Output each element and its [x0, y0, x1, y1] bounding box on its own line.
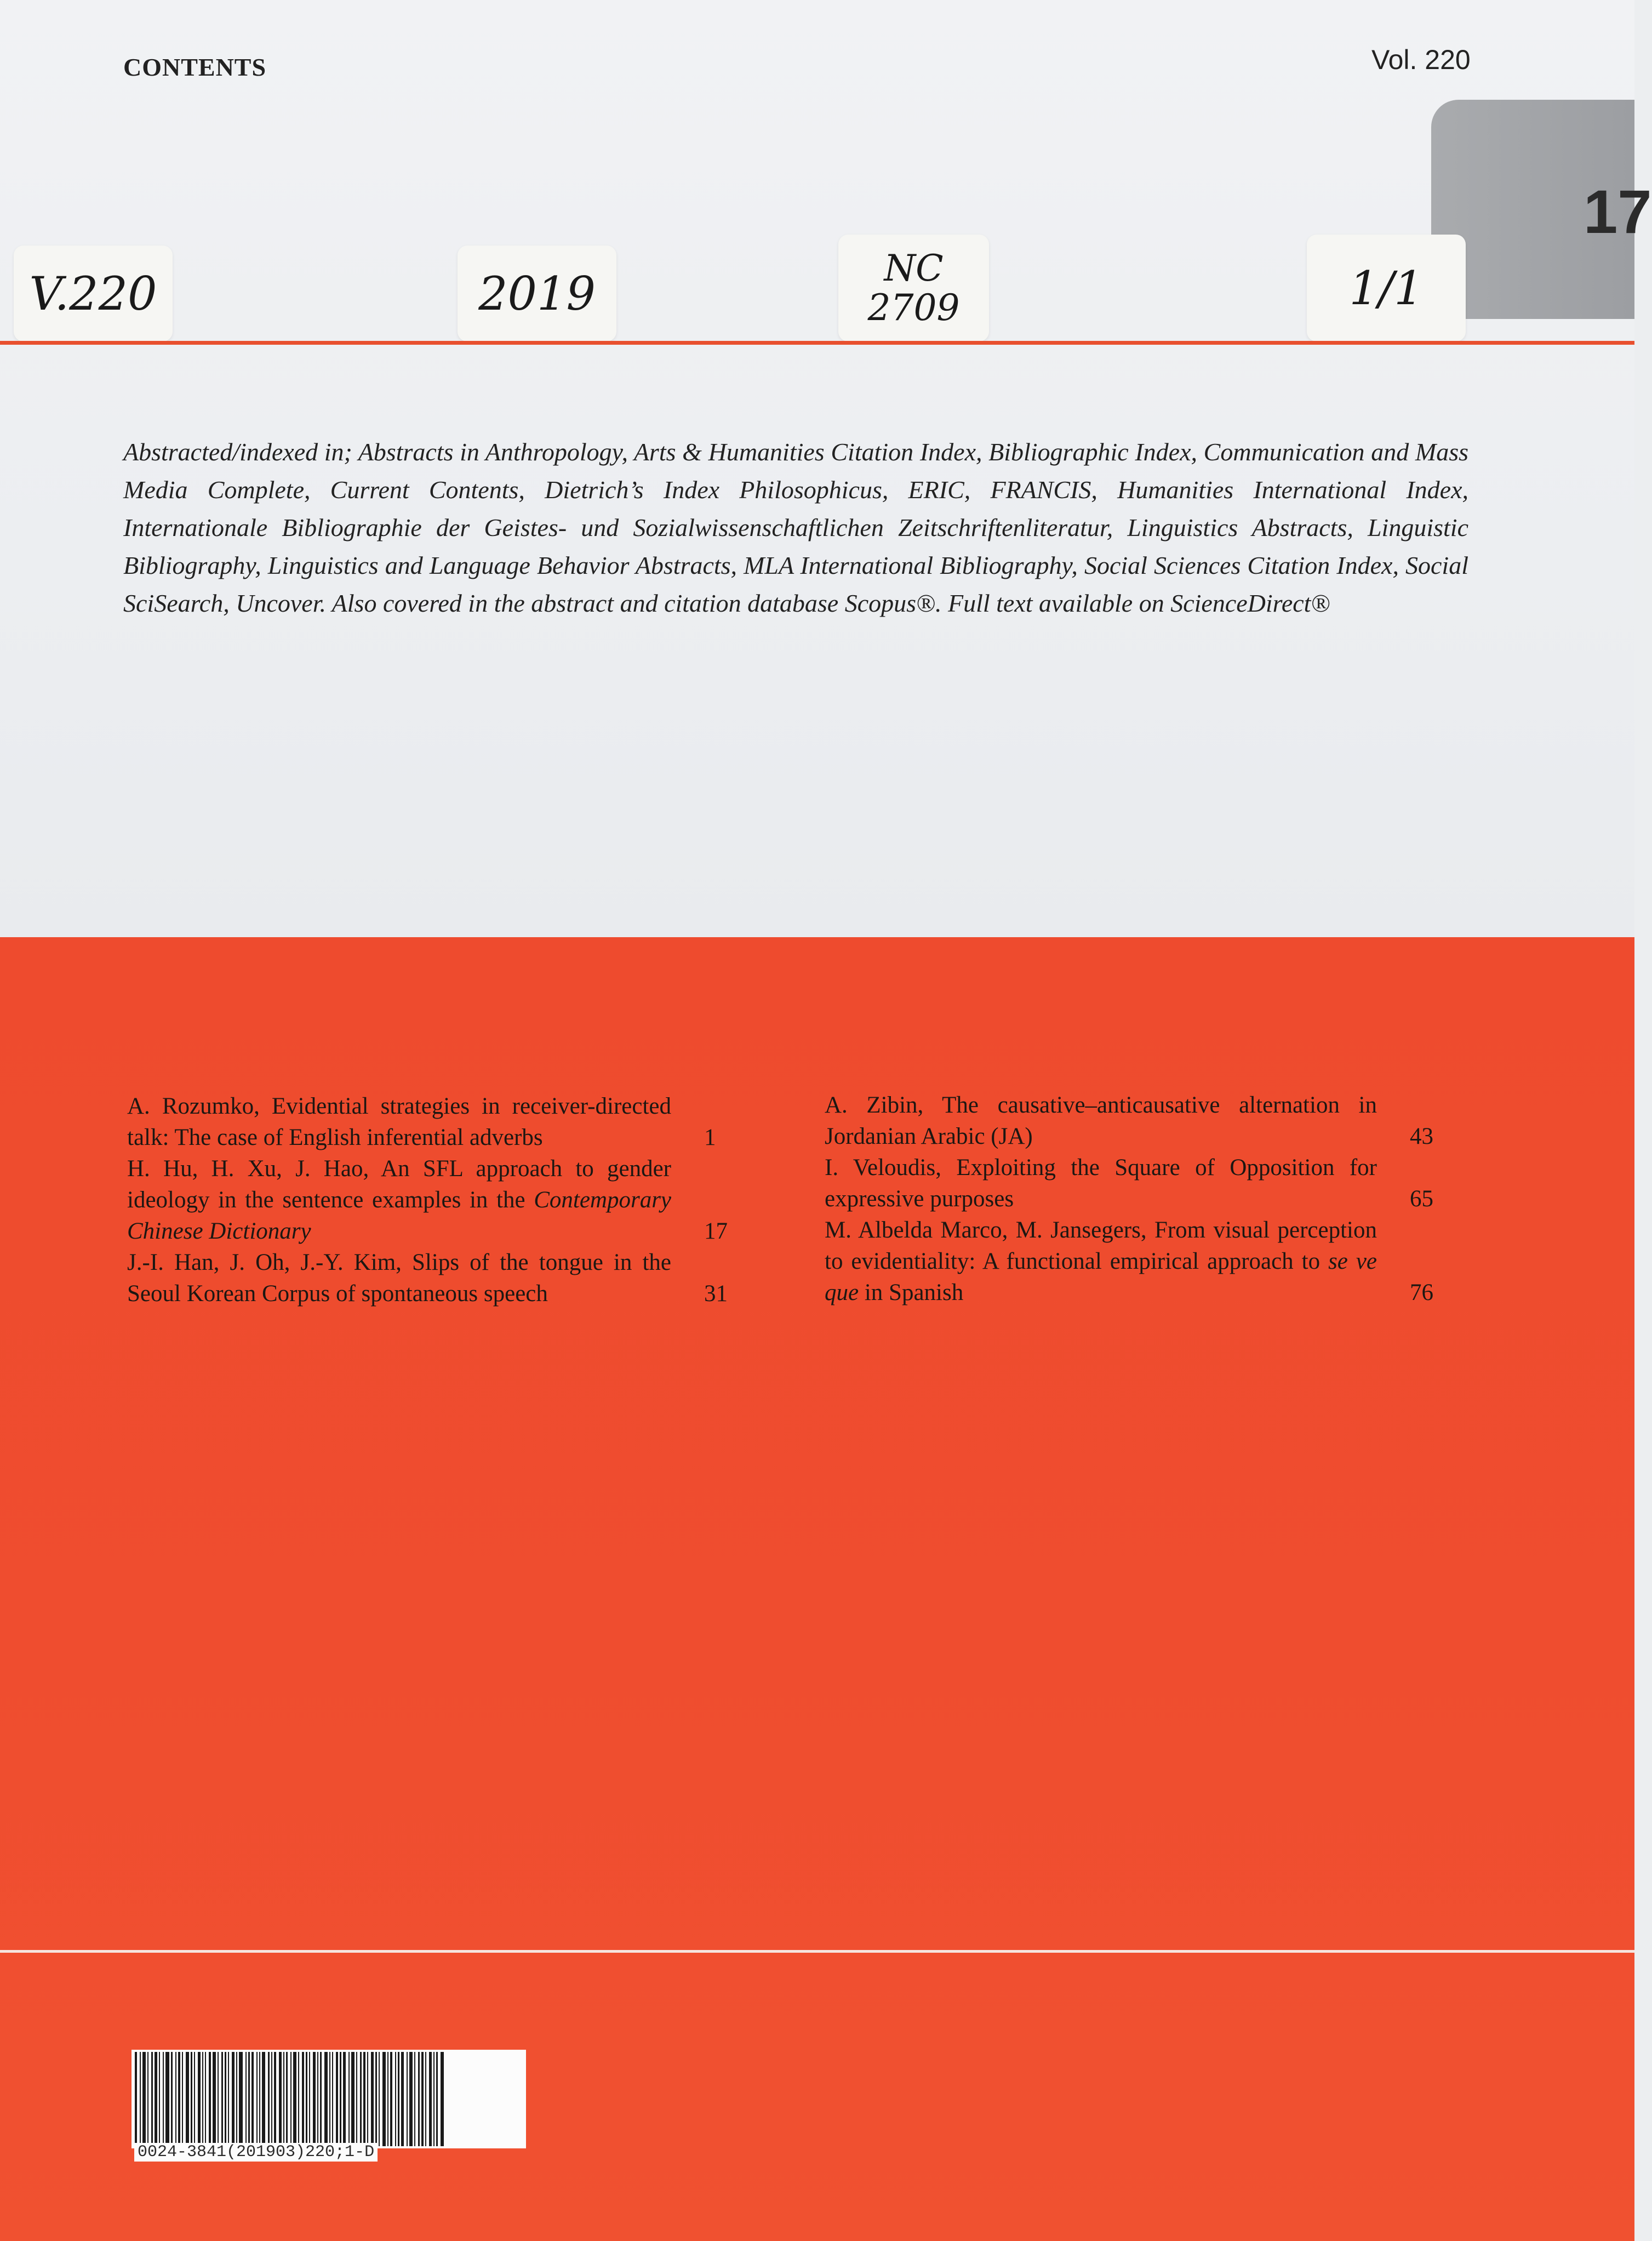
toc-entry-title: I. Veloudis, Exploiting the Square of Opposition for expressive purposes	[825, 1155, 1377, 1212]
section-label: CONTENTS	[123, 53, 267, 81]
barcode-bar	[298, 2052, 299, 2146]
toc-entry	[127, 1091, 770, 1153]
barcode-bar	[135, 2052, 137, 2146]
barcode-bar	[268, 2052, 270, 2146]
toc-entry	[825, 1214, 1476, 1308]
barcode-bar	[309, 2052, 310, 2146]
barcode-bar	[343, 2052, 346, 2146]
barcode-bar	[178, 2052, 180, 2146]
barcode-bar	[271, 2052, 272, 2146]
barcode-bar	[433, 2052, 435, 2146]
barcode-bar	[418, 2052, 420, 2146]
barcode-bar	[336, 2052, 338, 2146]
toc-entry-title: A. Zibin, The causative–anticausative alternation in Jordanian Arabic (JA)	[825, 1092, 1377, 1149]
barcode-bar	[395, 2052, 396, 2146]
barcode-bar	[293, 2052, 296, 2146]
toc-entry	[127, 1247, 770, 1309]
barcode-bar	[163, 2052, 164, 2146]
barcode-bar	[421, 2052, 424, 2146]
barcode-bar	[198, 2052, 201, 2146]
barcode-bar	[290, 2052, 291, 2146]
barcode-bar	[401, 2052, 404, 2146]
library-sticker-year: 2019	[458, 246, 616, 341]
toc-right-column	[825, 1090, 1476, 1308]
barcode-bar	[367, 2052, 368, 2146]
barcode-bar	[151, 2052, 153, 2146]
barcode-bar	[194, 2052, 195, 2146]
barcode-bar	[236, 2052, 237, 2146]
barcode-bar	[398, 2052, 399, 2146]
barcode-bar	[409, 2052, 413, 2146]
barcode-bar	[286, 2052, 288, 2146]
barcode-bar	[191, 2052, 192, 2146]
toc-entry-page: 17	[704, 1218, 728, 1244]
barcode-bar	[441, 2052, 444, 2146]
barcode-bar	[248, 2052, 250, 2146]
barcode-bar	[186, 2052, 189, 2146]
toc-entry-page: 43	[1410, 1124, 1433, 1149]
barcode-bar	[414, 2052, 415, 2146]
toc-entry-title: H. Hu, H. Xu, J. Hao, An SFL approach to gender ideology in the sentence examples in the	[127, 1156, 671, 1213]
barcode-bar	[425, 2052, 426, 2146]
barcode-bar	[332, 2052, 333, 2146]
library-sticker-issue: 1/1	[1307, 235, 1466, 341]
barcode-bar	[387, 2052, 388, 2146]
barcode-bar	[209, 2052, 211, 2146]
barcode-bar	[147, 2052, 148, 2146]
barcode-bar	[279, 2052, 282, 2146]
barcode-bar	[202, 2052, 203, 2146]
red-divider	[0, 341, 1634, 345]
barcode-bar	[256, 2052, 258, 2146]
barcode-label: 0024-3841(201903)220;1-D	[134, 2143, 378, 2162]
tab-number: 17	[1584, 178, 1652, 246]
barcode-bar	[221, 2052, 223, 2146]
toc-entry-title-suffix: in Spanish	[864, 1280, 964, 1305]
barcode-icon	[132, 2050, 526, 2148]
barcode-bar	[348, 2052, 350, 2146]
barcode-bar	[382, 2052, 386, 2146]
library-sticker-shelfmark: NC 2709	[838, 235, 989, 341]
barcode-bar	[371, 2052, 374, 2146]
barcode-bar	[360, 2052, 362, 2146]
barcode-bar	[262, 2052, 265, 2146]
barcode-bar	[205, 2052, 206, 2146]
barcode-bar	[390, 2052, 392, 2146]
library-sticker-volume: V.220	[14, 246, 173, 341]
white-divider	[0, 1950, 1634, 1953]
barcode-bar	[306, 2052, 307, 2146]
barcode-bar	[225, 2052, 226, 2146]
indexing-note: Abstracted/indexed in; Abstracts in Anthropology, Arts & Humanities Citation Index, Bibliographic Index, Communication and Mass Media Complete, Current Contents, Dietrich’s Index Philosophicus, ERIC, FRANCIS, Humanities International Index, Internationale Bibliographie der Geistes- und Sozialwissenschaftlichen Zeitschriftenliteratur, Linguistics Abstracts, Linguistic Bibliography, Linguistics and Language Behavior Abstracts, MLA International Bibliography, Social Sciences Citation Index, Social SciSearch, Uncover. Also covered in the abstract and citation database Scopus®. Full text available on ScienceDirect®	[123, 438, 1468, 617]
barcode-bar	[239, 2052, 243, 2146]
barcode-bar	[320, 2052, 322, 2146]
barcode-bar	[228, 2052, 229, 2146]
toc-entry-page: 1	[704, 1125, 716, 1150]
barcode-bar	[340, 2052, 341, 2146]
barcode-bar	[165, 2052, 169, 2146]
barcode-bar	[356, 2052, 357, 2146]
barcode-bar	[259, 2052, 260, 2146]
toc-left-column	[127, 1091, 770, 1309]
barcode-bar	[175, 2052, 176, 2146]
barcode-bar	[351, 2052, 355, 2146]
toc-entry	[127, 1153, 770, 1247]
toc-entry-italic-title: Contemporary Chinese Dictionary	[127, 1187, 672, 1244]
barcode-bar	[313, 2052, 316, 2146]
barcode-bar	[379, 2052, 380, 2146]
barcode-bar	[329, 2052, 330, 2146]
toc-entry	[825, 1152, 1476, 1214]
barcode-bar	[324, 2052, 328, 2146]
barcode-bar	[232, 2052, 235, 2146]
barcode-bar	[407, 2052, 408, 2146]
barcode-bar	[218, 2052, 219, 2146]
toc-entry-title: M. Albelda Marco, M. Jansegers, From visual perception to evidentiality: A functional empirical approach to	[825, 1217, 1377, 1274]
barcode-bar	[317, 2052, 318, 2146]
barcode-bar	[213, 2052, 216, 2146]
barcode-bar	[283, 2052, 284, 2146]
volume-label: Vol. 220	[1371, 44, 1471, 75]
toc-entry-page: 76	[1410, 1280, 1433, 1305]
barcode-bar	[171, 2052, 173, 2146]
toc-entry-italic-title: se ve que	[825, 1248, 1377, 1305]
barcode-bar	[375, 2052, 377, 2146]
toc-entry-page: 31	[704, 1281, 728, 1307]
toc-entry-page: 65	[1410, 1186, 1433, 1212]
toc-entry-title: J.-I. Han, J. Oh, J.-Y. Kim, Slips of the tongue in the Seoul Korean Corpus of spontaneous speech	[127, 1250, 671, 1307]
barcode-bar	[155, 2052, 157, 2146]
barcode-bar	[274, 2052, 276, 2146]
barcode-bar	[142, 2052, 146, 2146]
toc-entry	[825, 1090, 1476, 1152]
barcode-bar	[159, 2052, 160, 2146]
barcode-bar	[429, 2052, 432, 2146]
barcode-bar	[245, 2052, 247, 2146]
barcode-bar	[436, 2052, 438, 2146]
barcode-bar	[363, 2052, 365, 2146]
barcode-bar	[182, 2052, 183, 2146]
barcode-bar	[302, 2052, 304, 2146]
barcode-bar	[251, 2052, 254, 2146]
barcode-bar	[140, 2052, 141, 2146]
toc-entry-title: A. Rozumko, Evidential strategies in receiver-directed talk: The case of English inferential adverbs	[127, 1093, 671, 1150]
